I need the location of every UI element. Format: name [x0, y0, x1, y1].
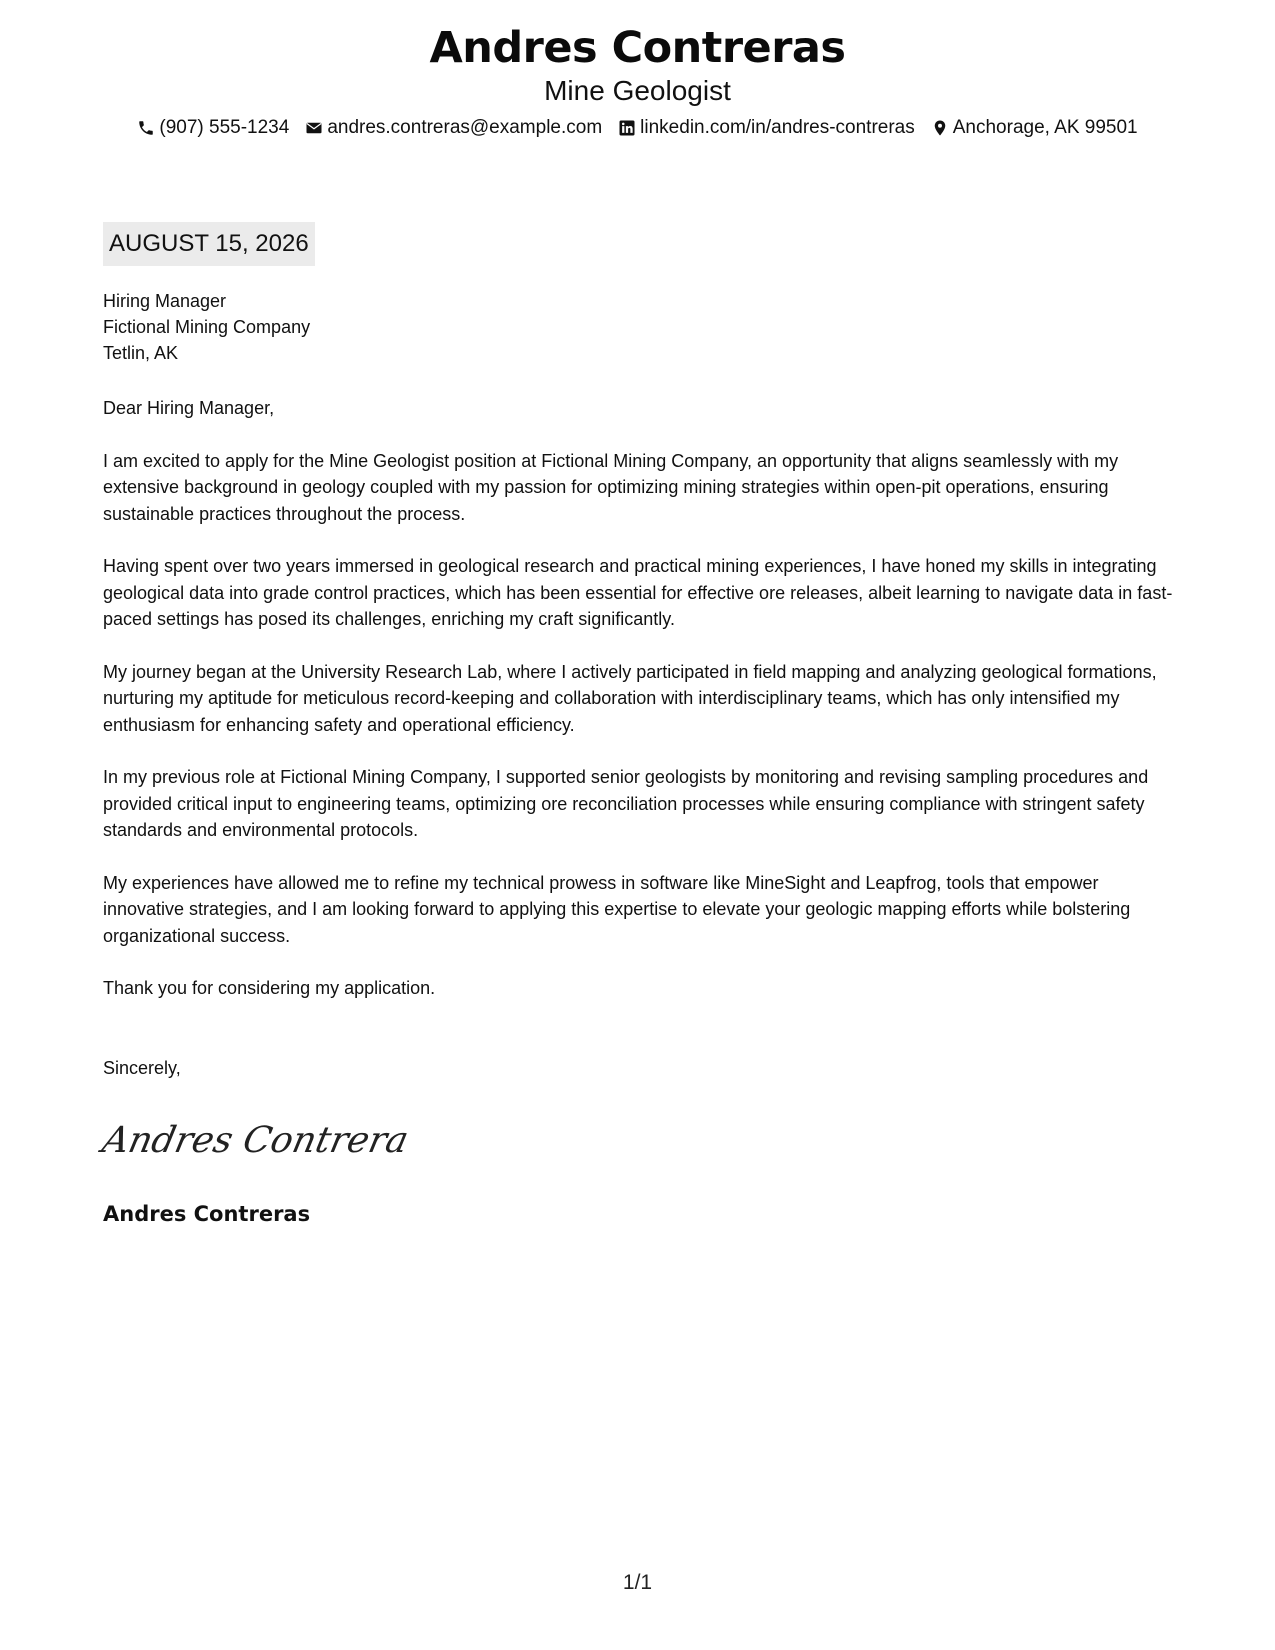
recipient-title: Hiring Manager — [103, 291, 227, 311]
handwritten-signature — [98, 1108, 413, 1168]
linkedin-text[interactable]: linkedin.com/in/andres-contreras — [640, 117, 915, 138]
envelope-icon — [305, 119, 323, 137]
letter-date: AUGUST 15, 2026 — [103, 222, 315, 266]
letter-header — [0, 22, 1275, 140]
contact-location — [931, 116, 1138, 140]
body-paragraph: Thank you for considering my application. — [103, 978, 436, 998]
applicant-name: Andres Contreras — [429, 23, 846, 73]
map-pin-icon — [931, 119, 949, 137]
recipient-company: Fictional Mining Company — [103, 317, 311, 337]
contact-bar — [0, 116, 1275, 140]
body-paragraph: I am excited to apply for the Mine Geologist position at Fictional Mining Company, an opportunity that aligns seamlessly with my extensive background in geology coupled with my passion for optimizing mining strategies within open-pit operations, ensuring sustainable practices throughout the process. — [103, 450, 1119, 524]
recipient-location: Tetlin, AK — [103, 343, 179, 363]
closing: Sincerely, — [103, 1058, 181, 1078]
phone-icon — [137, 119, 155, 137]
body-paragraph: My journey began at the University Research Lab, where I actively participated in field mapping and analyzing geological formations, nurturing my aptitude for meticulous record-keeping and collaboration with interdisciplinary teams, which has only intensified my enthusiasm for enhancing safety and operational efficiency. — [103, 661, 1157, 735]
email-text[interactable]: andres.contreras@example.com — [327, 117, 603, 138]
signer-name: Andres Contreras — [103, 1202, 311, 1226]
page-number: 1/1 — [622, 1571, 653, 1594]
contact-linkedin[interactable] — [618, 116, 915, 140]
applicant-role: Mine Geologist — [544, 75, 731, 106]
letter-body — [103, 395, 1178, 1028]
linkedin-icon — [618, 119, 636, 137]
phone-text: (907) 555-1234 — [159, 117, 290, 138]
body-paragraph: Having spent over two years immersed in geological research and practical mining experiences, I have honed my skills in integrating geological data into grade control practices, which has been essential for effective ore releases, albeit learning to navigate data in fast-paced settings has posed its challenges, enriching my craft significantly. — [103, 556, 1173, 629]
salutation: Dear Hiring Manager, — [103, 398, 275, 418]
body-paragraph: My experiences have allowed me to refine my technical prowess in software like MineSight and Leapfrog, tools that empower innovative strategies, and I am looking forward to applying this expertise to elevate your geologic mapping efforts while bolstering organizational success. — [103, 872, 1131, 946]
signature-text: Andres Contrera — [98, 1118, 413, 1161]
body-paragraph: In my previous role at Fictional Mining Company, I supported senior geologists by monitoring and revising sampling procedures and provided critical input to engineering teams, optimizing ore reconciliation processes while ensuring compliance with stringent safety standards and environmental protocols. — [103, 767, 1149, 840]
contact-email[interactable] — [305, 116, 602, 140]
contact-phone — [137, 116, 289, 140]
recipient-block — [103, 288, 310, 366]
location-text: Anchorage, AK 99501 — [952, 117, 1138, 138]
